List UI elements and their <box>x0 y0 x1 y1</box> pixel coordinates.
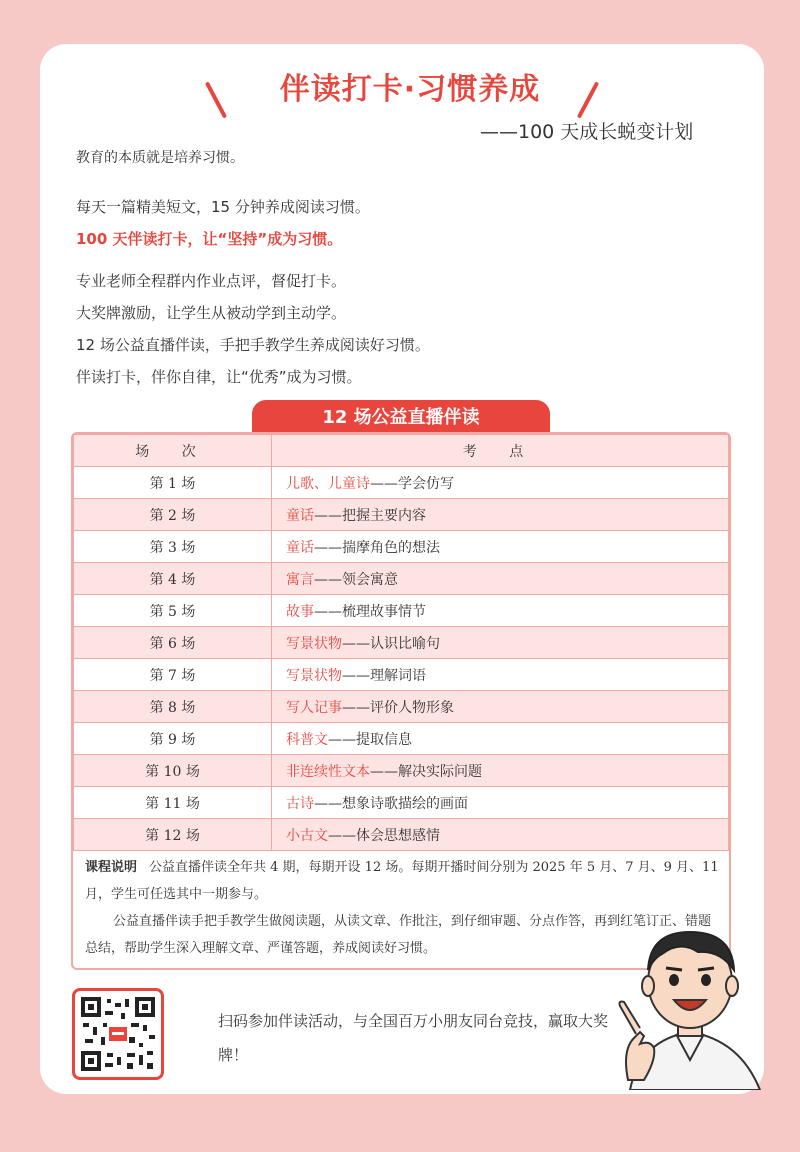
notes-paragraph-1 <box>85 854 721 908</box>
table-row <box>74 595 729 627</box>
topic-text: 写景状物 <box>286 635 342 652</box>
point-cell <box>272 723 729 755</box>
intro-highlight: 100 天伴读打卡，让“坚持”成为习惯。 <box>76 230 343 248</box>
session-cell: 第 4 场 <box>74 563 272 595</box>
schedule-table <box>73 434 729 851</box>
session-cell: 第 6 场 <box>74 627 272 659</box>
table-row <box>74 627 729 659</box>
table-row <box>74 531 729 563</box>
session-cell: 第 12 场 <box>74 819 272 851</box>
topic-text: 童话 <box>286 507 314 524</box>
topic-text: 寓言 <box>286 571 314 588</box>
notes-text-2: 公益直播伴读手把手教学生做阅读题，从读文章、作批注，到仔细审题、分点作答，再到红笔订正、错题总结，帮助学生深入理解文章、严谨答题，养成阅读好习惯。 <box>85 914 712 956</box>
header-point: 考 点 <box>272 435 729 467</box>
point-text: ——把握主要内容 <box>314 507 426 524</box>
topic-text: 古诗 <box>286 795 314 812</box>
point-text: ——评价人物形象 <box>342 699 454 716</box>
point-cell <box>272 563 729 595</box>
topic-text: 小古文 <box>286 827 328 844</box>
schedule-box <box>71 432 731 970</box>
qr-code-icon <box>81 997 155 1071</box>
point-text: ——揣摩角色的想法 <box>314 539 440 556</box>
point-text: ——领会寓意 <box>314 571 398 588</box>
feature-item: 大奖牌激励，让学生从被动学到主动学。 <box>76 304 347 322</box>
table-row <box>74 787 729 819</box>
table-row <box>74 467 729 499</box>
feature-list <box>76 270 430 398</box>
session-cell: 第 10 场 <box>74 755 272 787</box>
notes-text-1: 公益直播伴读全年共 4 期，每期开设 12 场。每期开播时间分别为 2025 年 5 月、7 月、9 月、11 月，学生可任选其中一期参与。 <box>85 860 719 902</box>
session-cell: 第 11 场 <box>74 787 272 819</box>
table-row <box>74 723 729 755</box>
table-row <box>74 819 729 851</box>
page-title: 伴读打卡·习惯养成 <box>279 72 541 107</box>
point-text: ——解决实际问题 <box>370 763 482 780</box>
point-text: ——认识比喻句 <box>342 635 440 652</box>
scan-invite-text: 扫码参加伴读活动，与全国百万小朋友同台竞技，赢取大奖牌！ <box>218 1012 609 1064</box>
feature-item: 专业老师全程群内作业点评，督促打卡。 <box>76 272 347 290</box>
point-cell <box>272 787 729 819</box>
point-cell <box>272 659 729 691</box>
feature-item: 12 场公益直播伴读，手把手教学生养成阅读好习惯。 <box>76 336 430 354</box>
feature-item: 伴读打卡，伴你自律，让“优秀”成为习惯。 <box>76 368 362 386</box>
point-cell <box>272 755 729 787</box>
point-cell <box>272 499 729 531</box>
topic-text: 写景状物 <box>286 667 342 684</box>
header-session: 场 次 <box>74 435 272 467</box>
point-cell <box>272 819 729 851</box>
topic-text: 童话 <box>286 539 314 556</box>
table-row <box>74 659 729 691</box>
session-cell: 第 8 场 <box>74 691 272 723</box>
topic-text: 非连续性文本 <box>286 763 370 780</box>
point-cell <box>272 531 729 563</box>
table-row <box>74 563 729 595</box>
topic-text: 科普文 <box>286 731 328 748</box>
teacher-mascot-illustration <box>600 910 780 1090</box>
session-cell: 第 2 场 <box>74 499 272 531</box>
session-cell: 第 1 场 <box>74 467 272 499</box>
table-row <box>74 691 729 723</box>
session-cell: 第 9 场 <box>74 723 272 755</box>
point-text: ——学会仿写 <box>370 475 454 492</box>
point-text: ——想象诗歌描绘的画面 <box>314 795 468 812</box>
topic-text: 儿歌、儿童诗 <box>286 475 370 492</box>
intro-line1: 每天一篇精美短文，15 分钟养成阅读习惯。 <box>76 198 370 216</box>
point-text: ——梳理故事情节 <box>314 603 426 620</box>
session-cell: 第 5 场 <box>74 595 272 627</box>
page-subtitle: ——100 天成长蜕变计划 <box>480 121 694 143</box>
schedule-tab-title: 12 场公益直播伴读 <box>252 400 550 436</box>
point-text: ——理解词语 <box>342 667 426 684</box>
point-cell <box>272 467 729 499</box>
qr-code[interactable] <box>72 988 164 1080</box>
point-cell <box>272 627 729 659</box>
notes-label: 课程说明 <box>85 860 138 875</box>
table-row <box>74 755 729 787</box>
session-cell: 第 3 场 <box>74 531 272 563</box>
topic-text: 写人记事 <box>286 699 342 716</box>
point-cell <box>272 595 729 627</box>
table-row <box>74 499 729 531</box>
point-cell <box>272 691 729 723</box>
session-cell: 第 7 场 <box>74 659 272 691</box>
point-text: ——提取信息 <box>328 731 412 748</box>
point-text: ——体会思想感情 <box>328 827 440 844</box>
topic-text: 故事 <box>286 603 314 620</box>
table-header-row <box>74 435 729 467</box>
intro-lead: 教育的本质就是培养习惯。 <box>76 150 244 166</box>
